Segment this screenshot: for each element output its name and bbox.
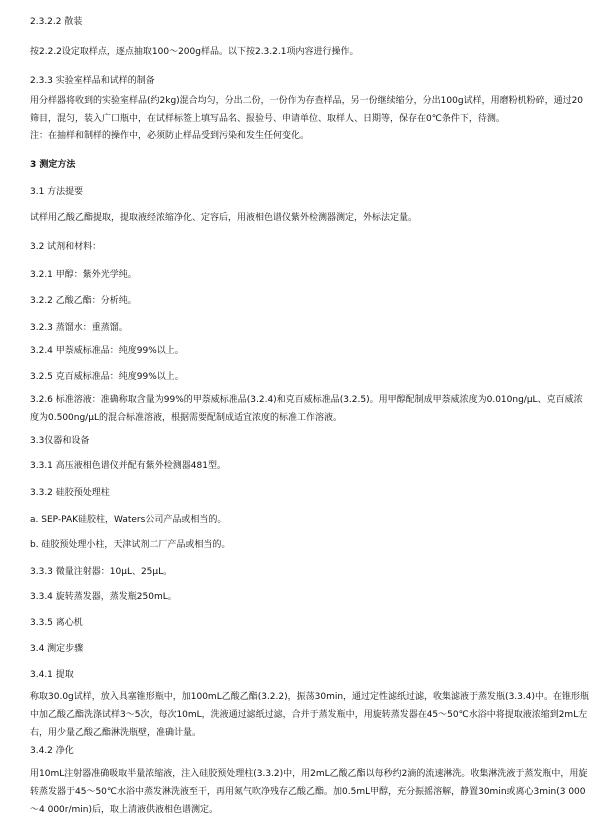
text-line: a. SEP-PAK硅胶柱，Waters公司产品或相当的。 [30, 515, 227, 525]
text-line: 3.1 方法提要 [30, 187, 84, 197]
text-line: 3.2.2 乙酸乙酯：分析纯。 [30, 296, 137, 306]
text-line: 3.3.2 硅胶预处理柱 [30, 488, 110, 498]
text-line: 3.2.5 克百威标准品：纯度99%以上。 [30, 372, 184, 382]
text-line: 3.3.3 微量注射器：10μL、25μL。 [30, 567, 173, 577]
text-line: 3.2 试剂和材料： [30, 242, 102, 252]
text-line: 试样用乙酸乙酯提取，提取液经浓缩净化、定容后，用液相色谱仪紫外检测器测定，外标法定量。 [30, 213, 418, 223]
text-line: 3.3仪器和设备 [30, 436, 90, 446]
text-line: 3.4.2 净化 [30, 746, 74, 756]
text-line: 注：在抽样和制样的操作中，必须防止样品受到污染和发生任何变化。 [30, 131, 310, 141]
text-line: 3.3.1 高压液相色谱仪并配有紫外检测器481型。 [30, 461, 226, 471]
text-line: 用分样器将收到的实验室样品(约2kg)混合均匀，分出二份，一份作为存查样品，另一份继续缩分，分出100g试样，用磨粉机粉碎，通过20筛目，混匀，装入广口瓶中，在试样标签上填写品名、报验号、申请单位、取样人、日期等，保存在0℃条件下，待测。 [30, 96, 584, 124]
text-line: 3.3.4 旋转蒸发器，蒸发瓶250mL。 [30, 592, 177, 602]
text-line: 3.2.1 甲醇：紫外光学纯。 [30, 270, 137, 280]
text-line: 按2.2.2设定取样点，逐点抽取100～200g样品。以下按2.3.2.1项内容进行操作。 [30, 47, 359, 57]
text-line: 2.3.2.2 散装 [30, 17, 83, 27]
text-line: 3.4 测定步骤 [30, 644, 84, 654]
text-line: 3.2.6 标准溶液：准确称取含量为99%的甲萘威标准品(3.2.4)和克百威标准品(3.2.5)。用甲醇配制成甲萘威浓度为0.010ng/μL、克百威浓度为0.500ng/μL的混合标准溶液，根据需要配制成适宜浓度的标准工作溶液。 [30, 395, 583, 423]
text-line: b. 硅胶预处理小柱，天津试剂二厂产品或相当的。 [30, 540, 231, 550]
section-heading: 3 测定方法 [30, 160, 76, 170]
text-line: 称取30.0g试样，放入具塞锥形瓶中，加100mL乙酸乙酯(3.2.2)，振荡30min，通过定性滤纸过滤，收集滤液于蒸发瓶(3.3.4)中。在锥形瓶中加乙酸乙酯洗涤试样3～5次，每次10mL，洗液通过滤纸过滤，合并于蒸发瓶中，用旋转蒸发器在45～50℃水浴中将提取液浓缩到2mL左右，用少量乙酸乙酯淋洗瓶壁，准确计量。 [30, 692, 589, 738]
text-line: 3.2.4 甲萘威标准品：纯度99%以上。 [30, 346, 184, 356]
text-line: 3.4.1 提取 [30, 670, 74, 680]
text-line: 2.3.3 实验室样品和试样的制备 [30, 76, 155, 86]
text-line: 3.3.5 离心机 [30, 618, 83, 628]
text-line: 用10mL注射器准确吸取半量浓缩液，注入硅胶预处理柱(3.3.2)中，用2mL乙酸乙酯以每秒约2滴的流速淋洗。收集淋洗液于蒸发瓶中，用旋转蒸发器于45～50℃水浴中蒸发淋洗液至干，再用氮气吹净残存乙酸乙酯。加0.5mL甲醇，充分振摇溶解，静置30min或离心3min(3 000～4 000r/min)后，取上清液供液相色谱测定。 [30, 769, 588, 815]
text-line: 3.2.3 蒸馏水：重蒸馏。 [30, 323, 128, 333]
